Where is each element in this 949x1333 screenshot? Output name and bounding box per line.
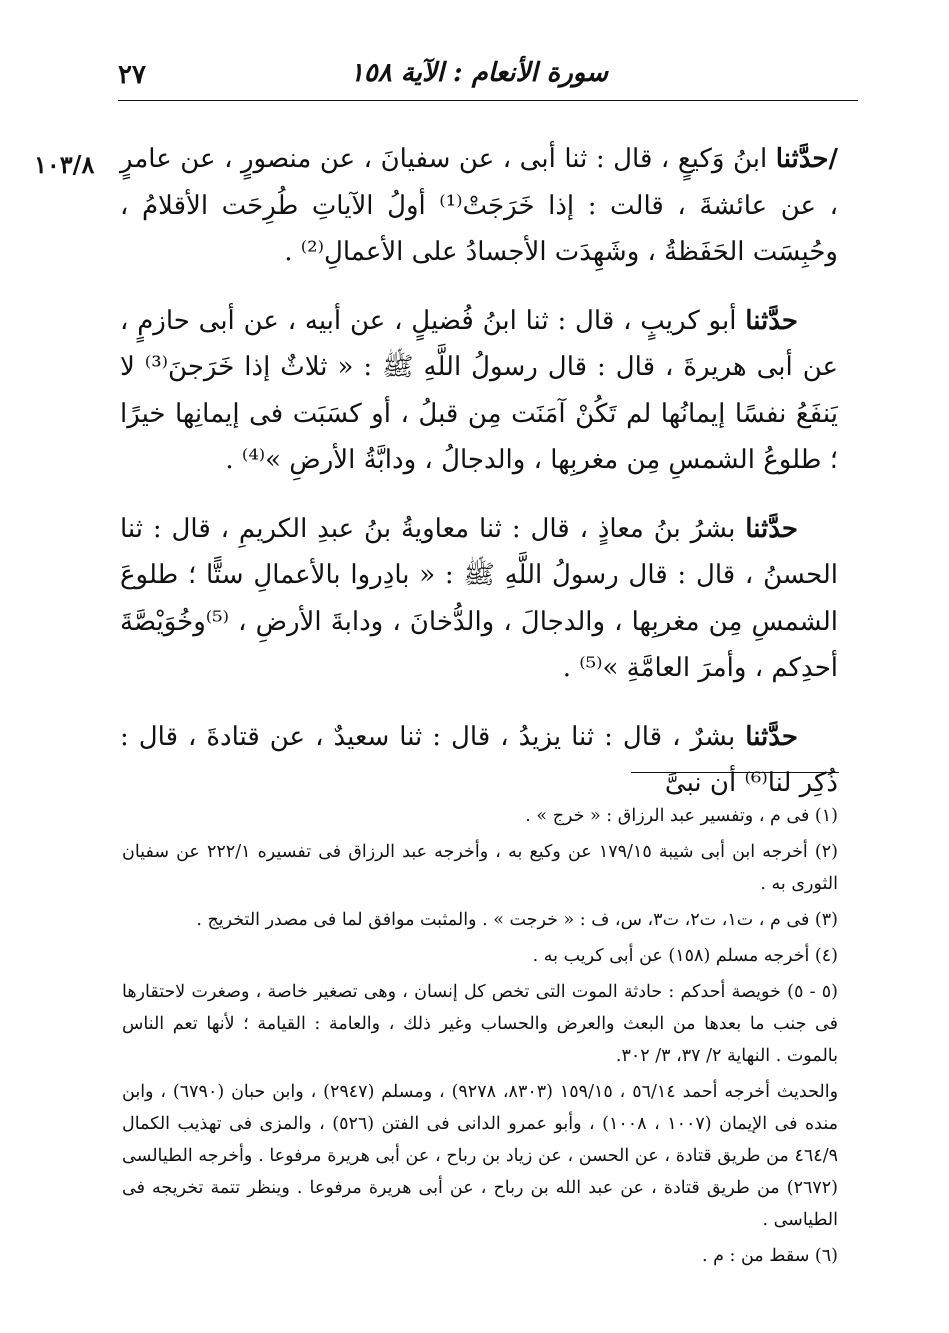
paragraph-body: أبو كريبٍ ، قال : ثنا ابنُ فُضيلٍ ، عن أبيه ، عن أبى حازمٍ ، عن أبى هريرةَ ، قال : قال رسولُ اللَّهِ ﷺ : « ثلاثٌ إذا خَرَجنَ⁽³⁾ لا يَنفَعُ نفسًا إيمانُها لم تَكُنْ آمَنَت مِن قبلُ ، أو كسَبَت فى إيمانِها خيرًا ؛ طلوعُ الشمسِ مِن مغربِها ، والدجالُ ، ودابَّةُ الأرضِ »⁽⁴⁾ . — [120, 305, 839, 475]
running-title: سورة الأنعام : الآية ١٥٨ — [349, 58, 608, 88]
footnote: (٦) سقط من : م . — [702, 1246, 838, 1266]
main-text — [120, 136, 838, 829]
footnote: (٥ - ٥) خويصة أحدكم : حادثة الموت التى تخص كل إنسان ، وهى تصغير خاصة ، وصغرت لاحتقارها فى جنب ما بعدها من البعث والعرض والحساب وغير ذلك ، والعامة : القيامة ؛ لأنها تعم الناس بالموت . النهاية ٢/ ٣٧، ٣/ ٣٠٢. — [122, 982, 838, 1066]
paragraph-body: بشرٌ ، قال : ثنا يزيدُ ، قال : ثنا سعيدٌ ، عن قتادةَ ، قال : ذُكِر لنا⁽⁶⁾ أن نبىَّ — [120, 721, 838, 798]
paragraph-keyword: حدَّثنا — [745, 513, 798, 544]
footnotes — [122, 800, 838, 1276]
paragraph-keyword: /حدَّثنا — [775, 144, 838, 174]
paragraph — [120, 298, 838, 484]
page-number: ٢٧ — [118, 60, 146, 90]
margin-reference: ١٠٣/٨ — [34, 150, 95, 179]
footnote: (١) فى م ، وتفسير عبد الرزاق : « خرج » . — [525, 806, 838, 826]
footnote: والحديث أخرجه أحمد ٥٦/١٤ ، ١٥٩/١٥ (٨٣٠٣، ٩٢٧٨) ، ومسلم (٢٩٤٧) ، وابن حبان (٦٧٩٠) ، وابن منده فى الإيمان (١٠٠٧ ، ١٠٠٨) ، وأبو عمرو الدانى فى الفتن (٥٢٦) ، والمزى فى تهذيب الكمال ٤٦٤/٩ من طريق قتادة ، عن الحسن ، عن زياد بن رباح ، عن أبى هريرة مرفوعا . وأخرجه الطيالسى (٢٦٧٢) من طريق قتادة ، عن عبد الله بن رباح ، عن أبى هريرة مرفوعا . وينظر تتمة تخريجه فى الطياسى . — [122, 1082, 839, 1230]
page-header — [118, 56, 858, 101]
paragraph-keyword: حدَّثنا — [745, 721, 798, 752]
paragraph — [120, 506, 838, 692]
paragraph-body: ابنُ وَكيعٍ ، قال : ثنا أبى ، عن سفيانَ ، عن منصورٍ ، عن عامرٍ ، عن عائشةَ ، قالت : إذا خَرَجَتْ⁽¹⁾ أولُ الآياتِ طُرِحَت الأقلامُ ، وحُبِسَت الحَفَظةُ ، وشَهِدَت الأجسادُ على الأعمالِ⁽²⁾ . — [120, 144, 838, 267]
paragraph-keyword: حدَّثنا — [745, 305, 798, 336]
paragraph-body: بشرُ بنُ معاذٍ ، قال : ثنا معاويةُ بنُ عبدِ الكريمِ ، قال : ثنا الحسنُ ، قال : قال رسولُ اللَّهِ ﷺ : « بادِروا بالأعمالِ ستًّا ؛ طلوعَ الشمسِ مِن مغربِها ، والدجالَ ، والدُّخانَ ، ودابةَ الأرضِ ، ⁽⁵⁾وخُوَيْصَّةَ أحدِكم ، وأمرَ العامَّةِ »⁽⁵⁾ . — [120, 513, 838, 683]
paragraph — [120, 714, 838, 807]
footnote-separator — [631, 772, 839, 773]
footnote: (٢) أخرجه ابن أبى شيبة ١٧٩/١٥ عن وكيع به ، وأخرجه عبد الرزاق فى تفسيره ٢٢٢/١ عن سفيان الثورى به . — [122, 842, 838, 894]
footnote: (٤) أخرجه مسلم (١٥٨) عن أبى كريب به . — [532, 946, 838, 966]
paragraph — [120, 136, 838, 276]
footnote: (٣) فى م ، ت١، ت٢، ت٣، س، ف : « خرجت » . والمثبت موافق لما فى مصدر التخريج . — [196, 910, 838, 930]
